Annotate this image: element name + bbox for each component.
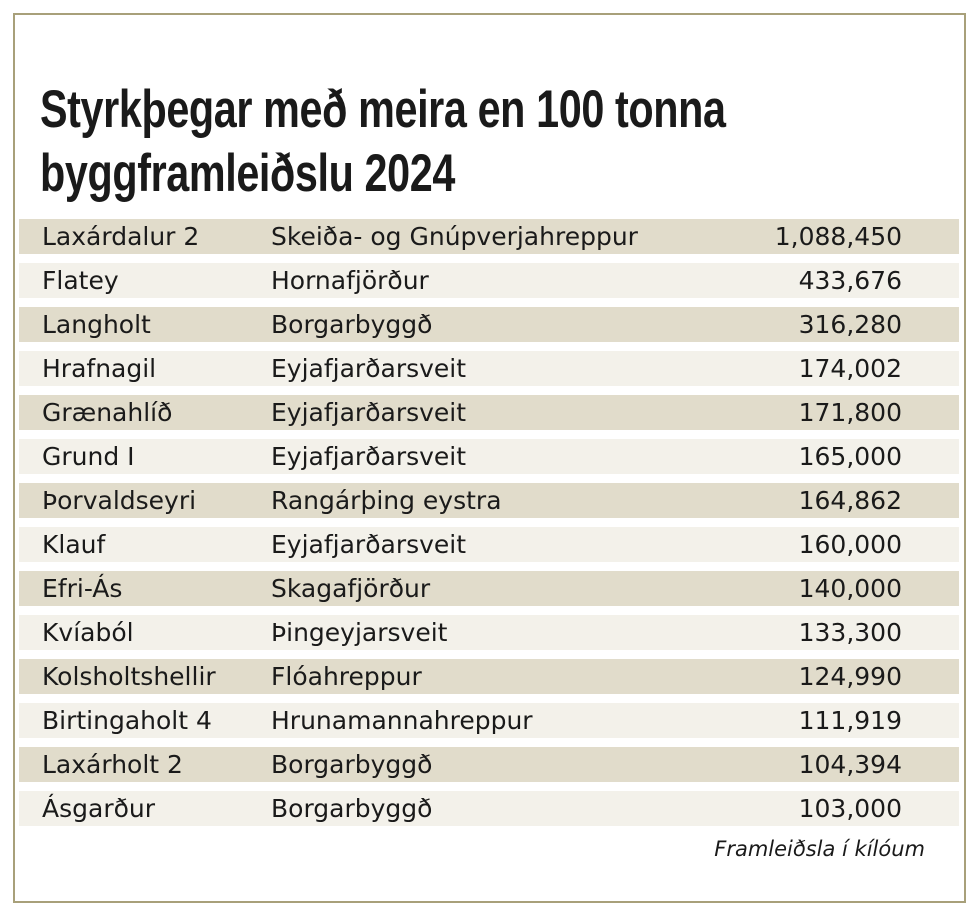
farm-name: Kolsholtshellir xyxy=(42,662,216,691)
farm-name: Kvíaból xyxy=(42,618,134,647)
table-row xyxy=(19,703,959,738)
value-label: 165,000 xyxy=(798,442,902,471)
value-label: 433,676 xyxy=(798,266,902,295)
unit-caption: Framleiðsla í kílóum xyxy=(714,837,925,861)
value-label: 104,394 xyxy=(798,750,902,779)
table-row xyxy=(19,527,959,562)
municipality-name: Hrunamannahreppur xyxy=(271,706,533,735)
municipality-name: Rangárþing eystra xyxy=(271,486,502,515)
value-label: 133,300 xyxy=(798,618,902,647)
municipality-name: Hornafjörður xyxy=(271,266,429,295)
value-label: 1,088,450 xyxy=(774,222,902,251)
farm-name: Hrafnagil xyxy=(42,354,157,383)
table-row xyxy=(19,439,959,474)
value-label: 140,000 xyxy=(798,574,902,603)
municipality-name: Flóahreppur xyxy=(271,662,422,691)
municipality-name: Skagafjörður xyxy=(271,574,431,603)
farm-name: Ásgarður xyxy=(42,794,156,823)
value-label: 124,990 xyxy=(798,662,902,691)
farm-name: Flatey xyxy=(42,266,119,295)
chart-title-line-2: byggframleiðslu 2024 xyxy=(40,144,455,203)
table-row xyxy=(19,395,959,430)
table-row xyxy=(19,307,959,342)
value-label: 164,862 xyxy=(798,486,902,515)
municipality-name: Eyjafjarðarsveit xyxy=(271,354,467,383)
chart-title xyxy=(40,78,726,206)
municipality-name: Skeiða- og Gnúpverjahreppur xyxy=(271,222,638,251)
municipality-name: Borgarbyggð xyxy=(271,750,433,779)
farm-name: Grænahlíð xyxy=(42,398,173,427)
table-row xyxy=(19,483,959,518)
value-label: 171,800 xyxy=(798,398,902,427)
farm-name: Þorvaldseyri xyxy=(42,486,197,515)
farm-name: Grund I xyxy=(42,442,135,471)
value-label: 316,280 xyxy=(798,310,902,339)
municipality-name: Eyjafjarðarsveit xyxy=(271,530,467,559)
farm-name: Laxárdalur 2 xyxy=(42,222,200,251)
table-row xyxy=(19,659,959,694)
table-row xyxy=(19,263,959,298)
farm-name: Langholt xyxy=(42,310,151,339)
data-table xyxy=(19,219,959,835)
chart-title-line-1: Styrkþegar með meira en 100 tonna xyxy=(40,80,726,139)
municipality-name: Borgarbyggð xyxy=(271,794,433,823)
value-label: 111,919 xyxy=(798,706,902,735)
farm-name: Klauf xyxy=(42,530,106,559)
table-row xyxy=(19,351,959,386)
farm-name: Birtingaholt 4 xyxy=(42,706,212,735)
municipality-name: Eyjafjarðarsveit xyxy=(271,442,467,471)
farm-name: Efri-Ás xyxy=(42,574,123,603)
table-row xyxy=(19,615,959,650)
farm-name: Laxárholt 2 xyxy=(42,750,183,779)
table-row xyxy=(19,571,959,606)
table-row xyxy=(19,791,959,826)
table-row xyxy=(19,747,959,782)
value-label: 160,000 xyxy=(798,530,902,559)
municipality-name: Þingeyjarsveit xyxy=(271,618,448,647)
value-label: 174,002 xyxy=(798,354,902,383)
municipality-name: Borgarbyggð xyxy=(271,310,433,339)
municipality-name: Eyjafjarðarsveit xyxy=(271,398,467,427)
table-row xyxy=(19,219,959,254)
value-label: 103,000 xyxy=(798,794,902,823)
